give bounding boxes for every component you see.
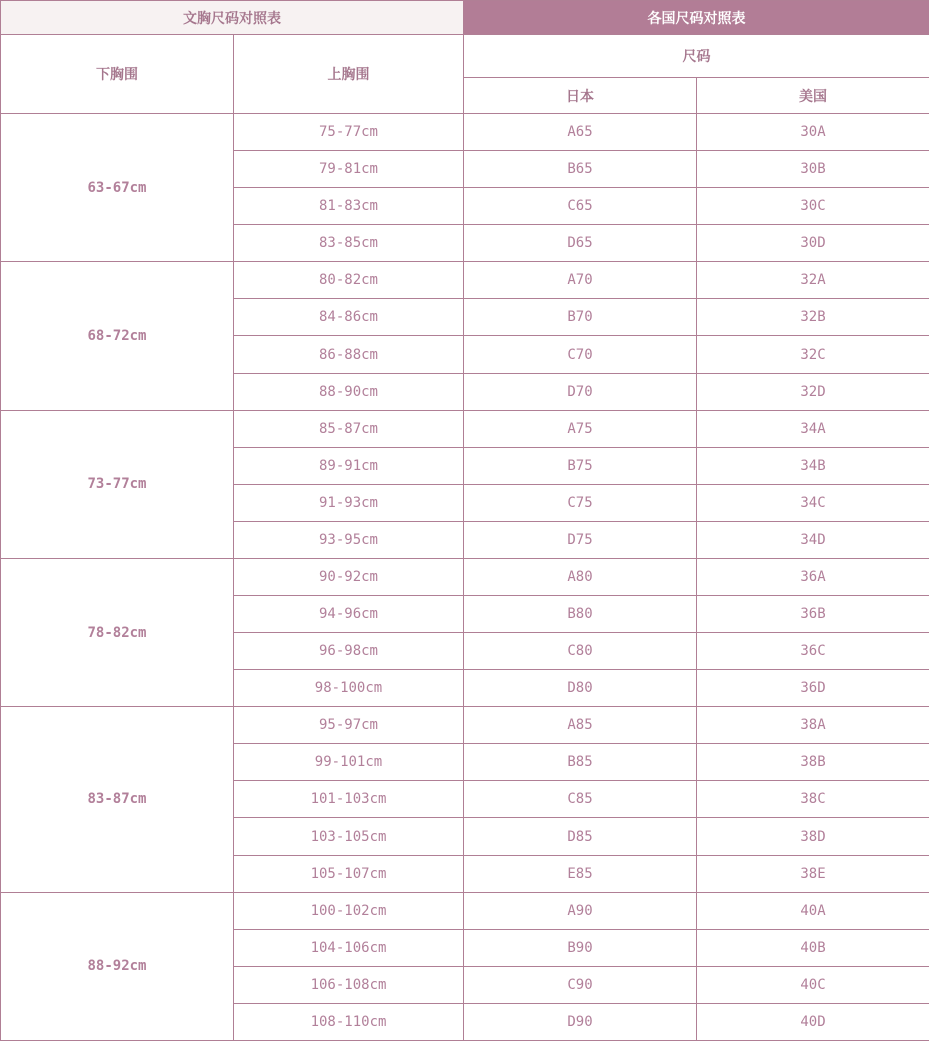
underbust-cell: 88-92cm [1,892,234,1040]
bust-cell: 95-97cm [234,707,464,744]
underbust-cell: 83-87cm [1,707,234,892]
us-column-header: 美国 [697,78,929,114]
bust-cell: 103-105cm [234,818,464,855]
size-table-body [1,114,929,1041]
us-cell: 32A [697,262,929,299]
japan-cell: A90 [464,892,697,929]
table-row [1,558,929,595]
us-cell: 36D [697,670,929,707]
us-cell: 38E [697,855,929,892]
bust-cell: 106-108cm [234,966,464,1003]
bust-cell: 94-96cm [234,596,464,633]
japan-cell: A65 [464,114,697,151]
japan-cell: D75 [464,521,697,558]
bust-cell: 90-92cm [234,558,464,595]
underbust-cell: 63-67cm [1,114,234,262]
bra-size-chart-title: 文胸尺码对照表 [1,1,464,35]
underbust-cell: 73-77cm [1,410,234,558]
japan-cell: C85 [464,781,697,818]
japan-cell: A70 [464,262,697,299]
us-cell: 34D [697,521,929,558]
bust-cell: 93-95cm [234,521,464,558]
header-row-size [1,35,929,78]
bust-cell: 100-102cm [234,892,464,929]
bust-cell: 83-85cm [234,225,464,262]
bust-cell: 104-106cm [234,929,464,966]
us-cell: 30B [697,151,929,188]
japan-cell: B65 [464,151,697,188]
table-row [1,114,929,151]
japan-cell: D85 [464,818,697,855]
underbust-cell: 68-72cm [1,262,234,410]
us-cell: 34B [697,447,929,484]
japan-cell: A85 [464,707,697,744]
bust-cell: 105-107cm [234,855,464,892]
us-cell: 32B [697,299,929,336]
size-column-header: 尺码 [464,35,929,78]
bust-cell: 101-103cm [234,781,464,818]
bust-cell: 80-82cm [234,262,464,299]
japan-cell: B75 [464,447,697,484]
bust-cell: 96-98cm [234,633,464,670]
us-cell: 30D [697,225,929,262]
us-cell: 32D [697,373,929,410]
bust-cell: 75-77cm [234,114,464,151]
us-cell: 34C [697,484,929,521]
bust-cell: 91-93cm [234,484,464,521]
us-cell: 40D [697,1003,929,1040]
japan-cell: C70 [464,336,697,373]
bust-cell: 108-110cm [234,1003,464,1040]
us-cell: 36A [697,558,929,595]
underbust-column-header: 下胸围 [1,35,234,114]
us-cell: 36B [697,596,929,633]
table-row [1,707,929,744]
japan-cell: A75 [464,410,697,447]
japan-cell: B90 [464,929,697,966]
bust-cell: 84-86cm [234,299,464,336]
bust-cell: 81-83cm [234,188,464,225]
table-row [1,892,929,929]
japan-cell: C65 [464,188,697,225]
us-cell: 38A [697,707,929,744]
japan-cell: D70 [464,373,697,410]
japan-cell: C75 [464,484,697,521]
japan-cell: D65 [464,225,697,262]
bust-cell: 88-90cm [234,373,464,410]
japan-cell: C90 [464,966,697,1003]
us-cell: 38B [697,744,929,781]
table-row [1,410,929,447]
title-row [1,1,929,35]
japan-cell: E85 [464,855,697,892]
us-cell: 34A [697,410,929,447]
bust-cell: 85-87cm [234,410,464,447]
country-size-chart-title: 各国尺码对照表 [464,1,929,35]
us-cell: 38C [697,781,929,818]
us-cell: 40A [697,892,929,929]
japan-cell: A80 [464,558,697,595]
bust-cell: 99-101cm [234,744,464,781]
us-cell: 30C [697,188,929,225]
us-cell: 32C [697,336,929,373]
japan-cell: B70 [464,299,697,336]
bust-cell: 79-81cm [234,151,464,188]
us-cell: 36C [697,633,929,670]
table-row [1,262,929,299]
underbust-cell: 78-82cm [1,558,234,706]
japan-cell: D80 [464,670,697,707]
japan-cell: B80 [464,596,697,633]
us-cell: 30A [697,114,929,151]
japan-cell: B85 [464,744,697,781]
bust-cell: 98-100cm [234,670,464,707]
us-cell: 38D [697,818,929,855]
us-cell: 40C [697,966,929,1003]
bust-column-header: 上胸围 [234,35,464,114]
us-cell: 40B [697,929,929,966]
bust-cell: 89-91cm [234,447,464,484]
japan-cell: D90 [464,1003,697,1040]
japan-cell: C80 [464,633,697,670]
japan-column-header: 日本 [464,78,697,114]
bust-cell: 86-88cm [234,336,464,373]
